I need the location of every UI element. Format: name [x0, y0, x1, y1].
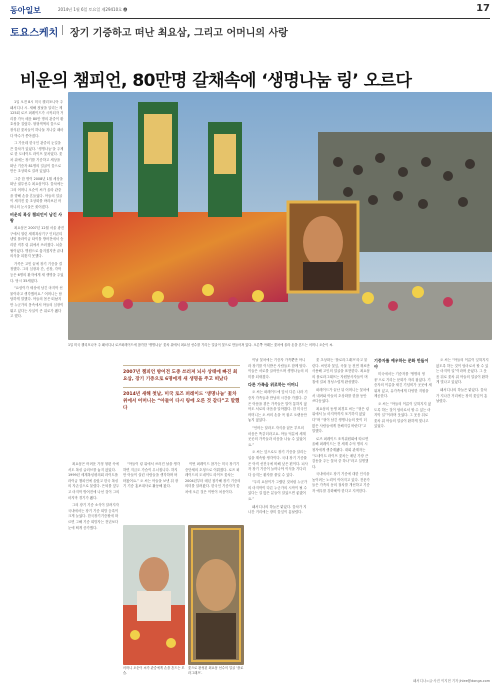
masthead [10, 4, 490, 19]
article-column-5 [374, 358, 432, 670]
photo-floragraph-caption: 꽃으로 완성된 최요삼 선수의 얼굴 ‘플로라그래프’. [188, 666, 244, 675]
pull-quote-rule [123, 387, 240, 388]
pull-quote: 2014년 새해 첫날, 미국 로즈 퍼레이드 ‘생명나눔’ 꽃차 위에서 어머니는 “아들이 다시 링에 오른 것 같다”고 말했다 [123, 392, 240, 411]
article-column-2a [68, 462, 120, 672]
article-column-6 [436, 358, 490, 670]
paragraph: 국내에서도 장기 기증에 대한 인식을 높이려는 노력이 이어지고 있다. 전문가들은 가족의 동의 절차를 개선하고 기증자 예우를 강화해야 한다고 지적한다. [312, 472, 370, 494]
paragraph: 오 씨는 앞으로도 장기 기증을 알리는 일을 계속할 생각이다. 국내 장기 기증률은 아직 선진국에 비해 낮은 편이다. 뇌사자 장기 기증이 늘어나야 이식을 기다리다 숨지는 환자를 줄일 수 있다. [248, 450, 308, 477]
subheading: 기증자를 예우하는 문화 만들어야 [374, 358, 429, 369]
pull-quote-box [123, 362, 240, 458]
kicker-divider [62, 25, 63, 35]
paragraph: “요삼이가 세상에 남긴 마지막 선물이라고 생각했어요.” 어머니는 담담하게 말했다. 아들의 몸은 떠났지만 누군가의 몸속에서 아들의 심장이 뛰고 있다는 사실이 큰 위로가 됐다고 했다. [10, 286, 64, 319]
paragraph: “언어는 달라도 자식을 잃은 부모의 마음은 똑같더라고요. 아들 덕분에 세계 곳곳의 가족들과 마음을 나눌 수 있었어요.” [248, 425, 306, 447]
paragraph: 최요삼은 어려운 가정 형편 속에서도 복싱 글러브를 놓지 않았다. 1999년 세계복싱평의회 라이트플라이급 챔피언에 올랐고 한국 복싱의 자존심으로 불렸다. 은퇴를 앞두고 마지막 방어전에 나선 것이 그의 마지막 경기가 됐다. [68, 462, 120, 500]
paragraph: 오 씨는 퍼레이드에 앞서 다른 나라 기증자 가족들과 만남의 시간을 가졌다. 같은 아픔을 겪은 가족들은 말이 통하지 않아도 서로의 마음을 알아봤다. 한 미국인 어머니는 오 씨의 손을 꼭 잡고 오랫동안 놓지 않았다. [248, 390, 308, 423]
article-column-1 [10, 100, 64, 670]
main-photo [68, 92, 492, 340]
paragraph: 그의 장기 기증 소식이 알려지자 국내에서는 장기 기증 희망 등록이 크게 늘었다. 한국장기기증원에 따르면 그해 기증 희망자는 전년보다 눈에 띄게 증가했다. [68, 503, 119, 530]
section-tag: 토요스케치 [10, 28, 59, 39]
paragraph: 그중 한 명이 2008년 1월 세상을 떠난 권투선수 최요삼이다. 꽃차에는 그의 어머니 오순이 씨가 올라 관중을 향해 손을 흔들었다. 아들의 얼굴이 새겨진 꽃 초상화를 바라보던 어머니의 눈시울은 붉어졌다. [10, 176, 64, 209]
paragraph: 미국에서는 기증자를 ‘생명의 영웅’으로 기리는 문화가 자리 잡았다. 기증자의 이름을 새긴 기념비가 곳곳에 세워져 있고, 유가족에게 다양한 지원을 제공한다. [374, 372, 432, 399]
pull-quote: 2007년 챔피언 방어전 도중 쓰러져 뇌사 상태에 빠진 최요삼, 장기 기증으로 6명에게 새 생명을 주고 떠났다 [123, 370, 238, 382]
paragraph: 1일 오전 8시 미국 캘리포니아 주 패서디나 시. 새해 첫날을 알리는 제125회 로즈 퍼레이드가 시작되자 거리를 가득 메운 80만 명의 관중이 환호성을 질렀다. 형형색색의 꽃으로 장식된 꽃차들이 하나둘 지나갈 때마다 박수가 쏟아졌다. [10, 100, 64, 138]
paragraph: 오 씨는 “아들의 이름이 잊혀지지 않도록 하는 것이 엄마로서 할 수 있는 마지막 일”이라며 웃었다. 그 웃음 뒤로 꽃차 위 아들의 얼굴이 환하게 빛나고 있었다. [374, 401, 431, 429]
paragraph: 최요삼은 2007년 12월 서울 광진구에서 열린 세계복싱기구 인터콘티넨털 플라이급 타이틀 방어전에서 승리한 직후 링 위에서 쓰러졌다. 뇌출혈이었다. 병원으로 옮겨졌지만 끝내 의식을 되찾지 못했다. [10, 226, 64, 259]
paragraph: 오 씨는 “아들의 이름이 잊혀지지 않도록 하는 것이 엄마로서 할 수 있는 마지막 일”이라며 웃었다. 그 웃음 뒤로 꽃차 위 아들의 얼굴이 환하게 빛나고 있었다. [436, 358, 489, 385]
article-column-3 [248, 358, 308, 670]
photo-floragraph [188, 525, 244, 665]
reporter-credit: 패서디나=글·사진 이지현 기자 jhlee@donga.com [413, 679, 490, 683]
paragraph: 최요삼의 동생 최경호 씨는 “형은 링 위에서 늘 마지막까지 포기하지 않았다”며 “형이 남긴 생명나눔의 뜻이 더 많은 사람들에게 전해지길 바란다”고 말했다. [312, 406, 369, 434]
paragraph: 꽃 초상화는 ‘플로라그래프’라고 불린다. 씨앗과 꽃잎, 곡물 등 천연 재료만 사용해 고인의 얼굴을 표현한다. 최요삼의 플로라그래프는 자원봉사자들이 며칠에 걸쳐 정성스럽게 완성했다. [312, 358, 370, 385]
page-number: 17 [476, 3, 490, 14]
paragraph: 이번 퍼레이드 참가는 미국 장기기증단체의 초청으로 이뤄졌다. 로즈 퍼레이드의 도네이트 라이프 꽃차는 2004년부터 매년 참가해 장기 기증의 의미를 알려왔다. 한국인 기증자가 꽃차에 오른 것은 이번이 처음이다. [185, 462, 241, 494]
mother-portrait-illustration [123, 525, 185, 665]
issue-info: 2014년 1월 6일 토요일 제29410호 🅐 [58, 7, 128, 12]
kicker [10, 22, 490, 40]
subheading: 다른 가족을 위로하는 어머니 [248, 382, 299, 388]
pull-quote-rule [123, 365, 240, 366]
paragraph: 패서디나의 하늘은 맑았다. 꽃차가 지나간 거리에는 장미 꽃잎이 흩날렸다. [436, 387, 488, 404]
main-photo-caption: 1일 미국 캘리포니아 주 패서디나 로즈퍼레이드에 참가한 ‘생명나눔’ 꽃차 위에서 최요삼 선수를 기리는 얼굴이 꽃으로 만들어져 있다. 오른쪽 아래는 꽃차에 올라 손을 흔드는 어머니 오순이 씨. [68, 343, 334, 347]
article-column-2b [123, 462, 180, 522]
paragraph: 패서디나의 하늘은 맑았다. 꽃차가 지나간 거리에는 장미 꽃잎이 흩날렸다. [248, 504, 307, 515]
rose-parade-float-illustration [68, 92, 492, 340]
photo-mother [123, 525, 185, 665]
paragraph: 퍼레이드가 끝난 뒤 어머니는 꽃차에서 내려와 아들의 초상화를 한참 동안 쓰다듬었다. [312, 387, 370, 404]
paragraph: “아들이 링 위에서 쓰러진 날을 생각하면 지금도 가슴이 무너집니다. 하지만 아들이 살린 사람들을 생각하며 버텨왔어요.” 오 씨는 아들을 보낸 뒤 장기 기증 홍보대사로 활동해 왔다. [123, 462, 180, 489]
paragraph: “우리 요삼이가 그랬던 것처럼 누군가의 마지막이 다른 누군가의 시작이 될 수 있다는 걸 많은 분들이 알았으면 좋겠어요.” [248, 480, 308, 502]
paragraph: 이날 꽃차에는 기증자 가족뿐만 아니라 장기를 이식받은 사람들도 함께 탔다. 이들은 서로를 끌어안으며 생명나눔의 의미를 되새겼다. [248, 358, 308, 379]
photo-mother-caption: 어머니 오순이 씨가 관중에게 손을 흔드는 모습. [123, 666, 185, 675]
article-column-4 [312, 358, 370, 670]
kicker-subtitle: 장기 기증하고 떠난 최요삼, 그리고 어머니의 사랑 [70, 28, 288, 39]
subheading: 비운의 복싱 챔피언이 남긴 사랑 [10, 212, 62, 224]
headline: 비운의 챔피언, 80만명 갈채속에 ‘생명나눔 링’ 오르다 [20, 71, 412, 91]
paragraph: 그 가운데 한국인 관중의 눈길을 끈 꽃차가 있었다. ‘생명나눔’을 주제로 한 도네이트 라이프 꽃차였다. 꽃차 위에는 장기를 기증하고 세상을 떠난 기증자 81명의 얼굴이 꽃으로 만든 초상화로 걸려 있었다. [10, 141, 64, 174]
article-column-2c [185, 462, 242, 522]
paragraph: 가족은 고민 끝에 장기 기증을 결정했다. 그의 심장과 간, 신장, 각막 등은 6명의 환자에게 새 생명을 주었다. 당시 35세였다. [10, 261, 64, 283]
floragraph-portrait-illustration [188, 525, 244, 665]
newspaper-logo: 동아일보 [10, 6, 41, 15]
paragraph: 로즈 퍼레이드 조직위원회에 따르면 올해 퍼레이드는 전 세계 수억 명의 시청자에게 생중계됐다. 대회 관계자는 “도네이트 라이프 꽃차는 매년 가장 큰 감동을 주는 꽃차 중 하나”라고 설명했다. [312, 436, 369, 469]
